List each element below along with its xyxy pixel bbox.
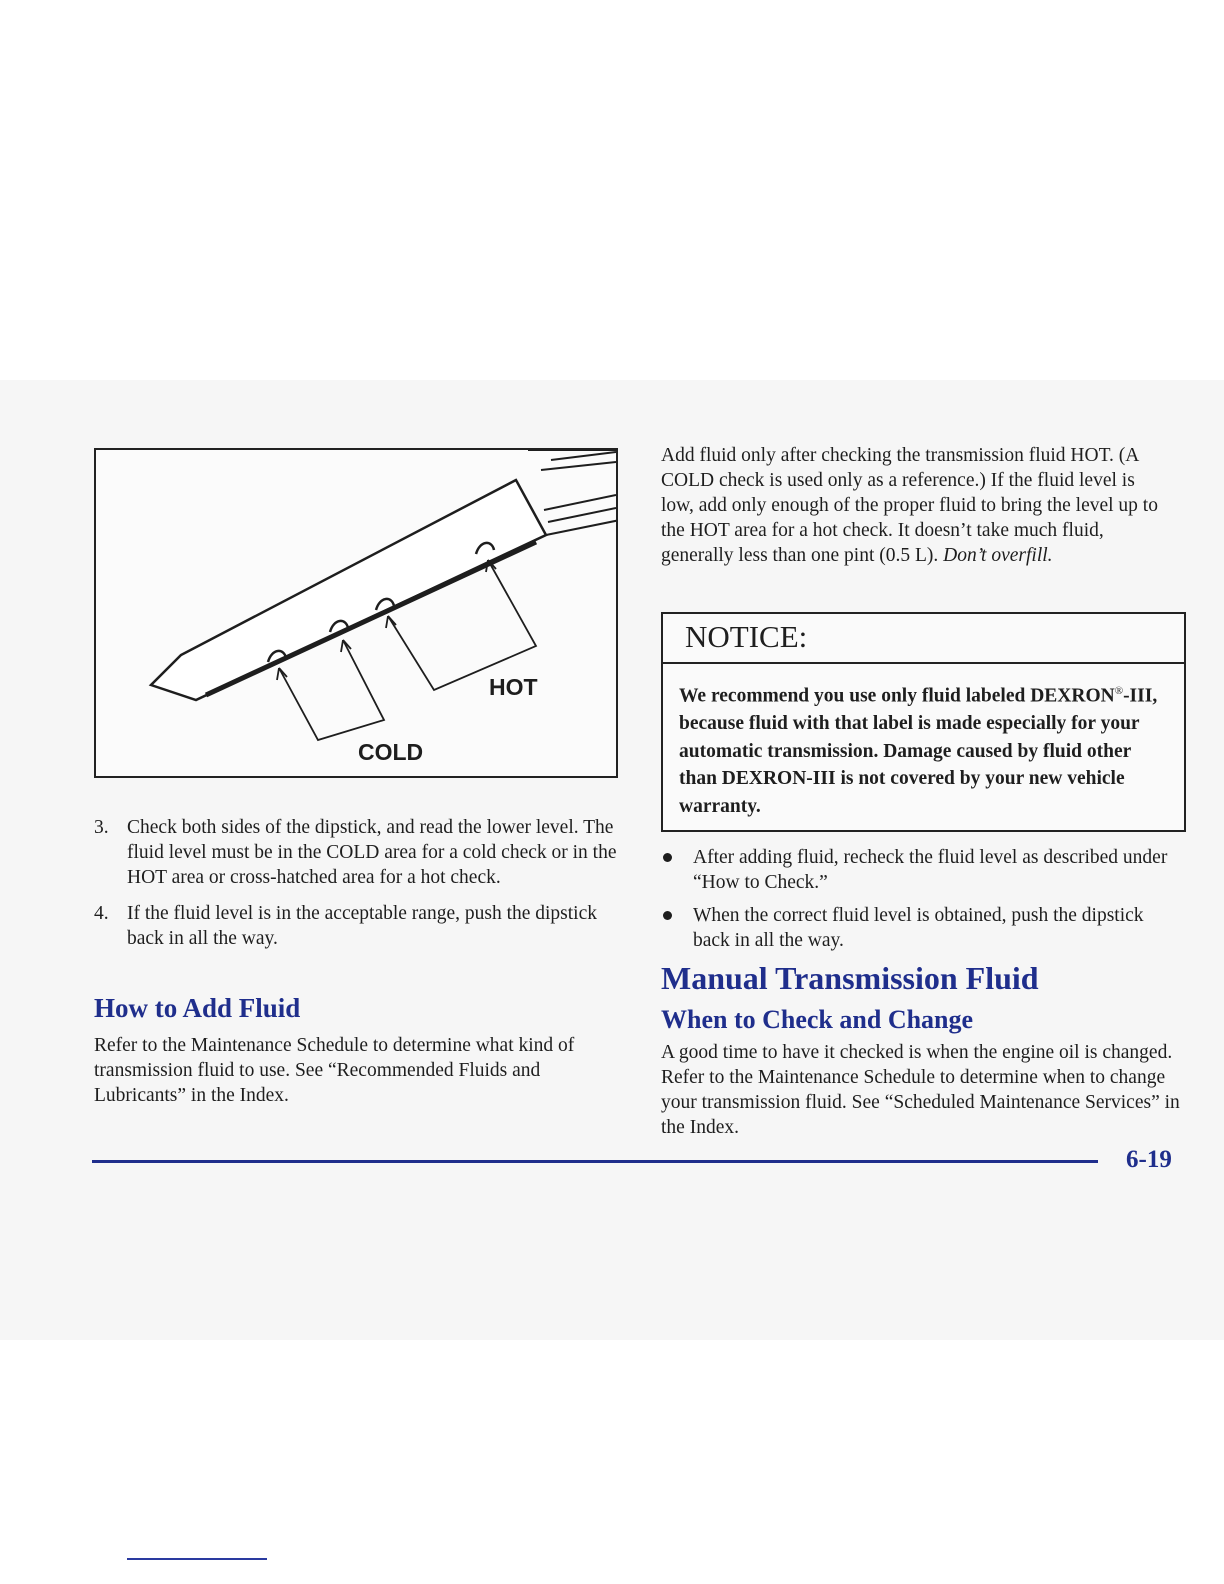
cold-label: COLD [358, 739, 424, 765]
manual-transmission-fluid-heading: Manual Transmission Fluid [661, 960, 1039, 996]
page-number: 6-19 [1126, 1146, 1172, 1173]
bullet-text: When the correct fluid level is obtained, push the dipstick back in all the way. [693, 905, 1144, 951]
bullet-icon [663, 911, 672, 920]
footer-rule [92, 1160, 1098, 1163]
add-fluid-intro-paragraph [661, 443, 1161, 568]
step-text: Check both sides of the dipstick, and read the lower level. The fluid level must be in the COLD area for a cold check or in the HOT area or cross-hatched area for a hot check. [127, 817, 617, 888]
when-to-check-paragraph: A good time to have it checked is when the engine oil is changed. Refer to the Maintenance Schedule to determine when to change your transmission fluid. See “Scheduled Maintenance Services” in the Index. [661, 1042, 1180, 1138]
notice-text-a: We recommend you use only fluid labeled DEXRON [679, 685, 1115, 707]
notice-text-b: -III, because fluid with that label is made especially for your automatic transmission. Damage caused by fluid other than DEXRON-III is not covered by your new vehicle warranty. [679, 685, 1158, 817]
intro-text: Add fluid only after checking the transmission fluid HOT. (A COLD check is used only as a reference.) If the fluid level is low, add only enough of the proper fluid to bring the level up to the HOT area for a hot check. It doesn’t take much fluid, generally less than one pint (0.5 L). [661, 445, 1158, 566]
notice-title: NOTICE: [663, 614, 1184, 664]
how-to-add-fluid-heading: How to Add Fluid [94, 993, 301, 1023]
list-item [661, 903, 1181, 953]
registered-mark: ® [1114, 685, 1124, 697]
list-item [94, 901, 624, 951]
bullet-icon [663, 853, 672, 862]
dont-overfill-emphasis: Don’t overfill. [943, 545, 1053, 566]
dipstick-illustration [94, 448, 618, 778]
step-text: If the fluid level is in the acceptable range, push the dipstick back in all the way. [127, 903, 598, 949]
when-to-check-heading: When to Check and Change [661, 1005, 974, 1034]
step-number: 4. [94, 903, 109, 924]
step-number: 3. [94, 817, 109, 838]
how-to-add-fluid-paragraph: Refer to the Maintenance Schedule to determine what kind of transmission fluid to use. See “Recommended Fluids and Lubricants” in the Index. [94, 1035, 575, 1106]
after-adding-bullets [661, 845, 1181, 961]
hot-label: HOT [489, 674, 538, 700]
notice-box [661, 612, 1186, 832]
notice-body [663, 664, 1184, 820]
bottom-rule [127, 1558, 267, 1560]
list-item [94, 815, 624, 890]
check-steps-list [94, 815, 624, 962]
bullet-text: After adding fluid, recheck the fluid level as described under “How to Check.” [693, 847, 1168, 893]
list-item [661, 845, 1181, 895]
dipstick-drawing [96, 450, 618, 778]
